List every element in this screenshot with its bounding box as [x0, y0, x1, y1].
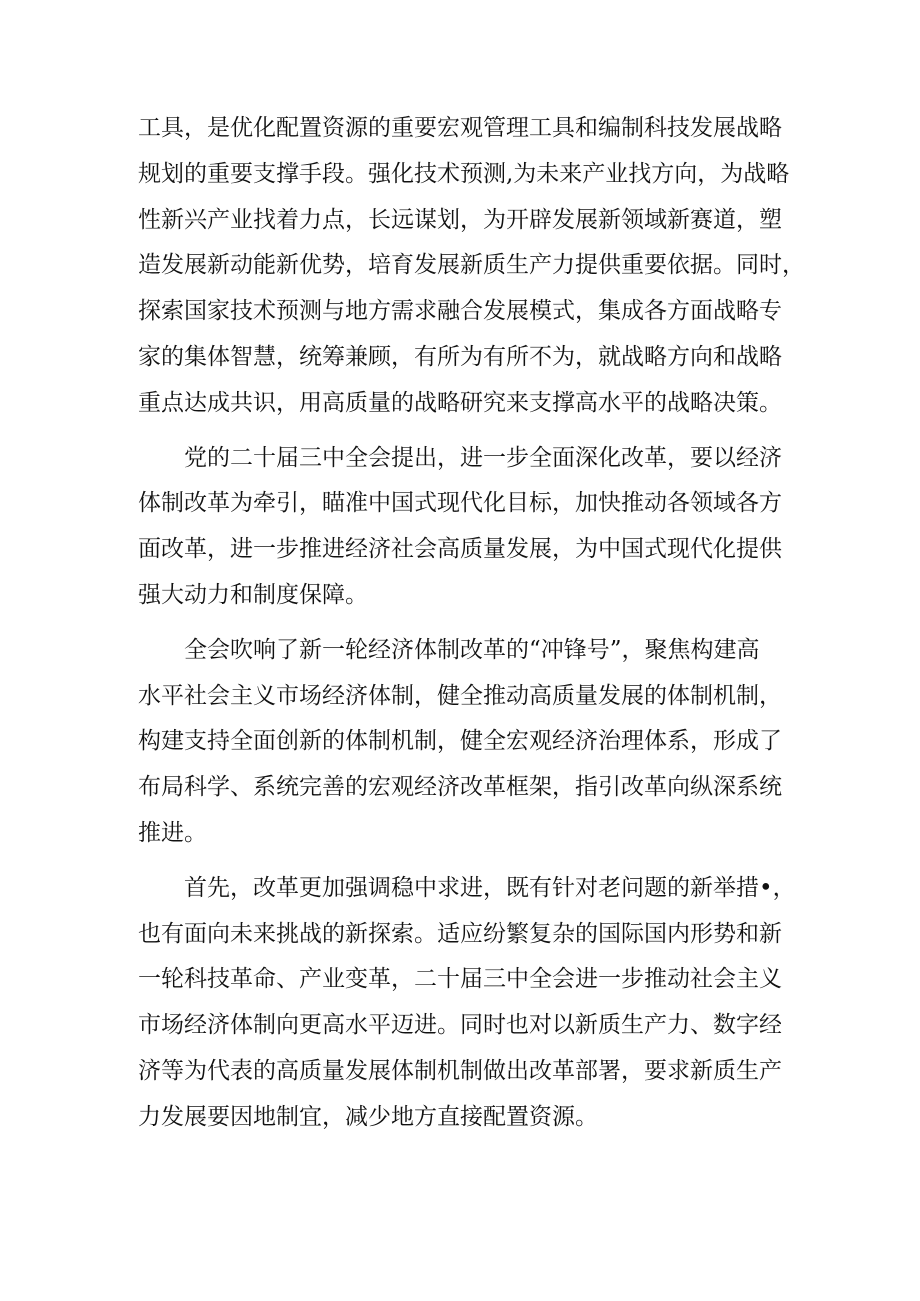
- paragraph-technology-forecast: [138, 106, 805, 427]
- text-line: 造发展新动能新优势，培育发展新质生产力提供重要依据。同时，: [138, 252, 805, 279]
- paragraph-third-plenum: [138, 436, 798, 619]
- paragraph-first-point: [138, 866, 798, 1141]
- text-line: 市场经济体制向更高水平迈进。同时也对以新质生产力、数字经: [138, 1012, 782, 1039]
- text-line: 重点达成共识，用高质量的战略研究来支撑高水平的战略决策。: [138, 389, 782, 416]
- text-line: 规划的重要支撑手段。强化技术预测,为未来产业找方向，为战略: [138, 160, 790, 187]
- text-line: 党的二十届三中全会提出，进一步全面深化改革，要以经济: [184, 444, 782, 471]
- text-line: 推进。: [138, 819, 207, 846]
- text-line: 面改革，进一步推进经济社会高质量发展，为中国式现代化提供: [138, 536, 782, 563]
- text-line: 也有面向未来挑战的新探索。适应纷繁复杂的国际国内形势和新: [138, 920, 782, 947]
- text-line: 工具，是优化配置资源的重要宏观管理工具和编制科技发展战略: [138, 115, 782, 141]
- text-line: 全会吹响了新一轮经济体制改革的“冲锋号”，聚焦构建高: [184, 636, 760, 663]
- text-line: 体制改革为牵引，瞄准中国式现代化目标，加快推动各领域各方: [138, 490, 782, 517]
- text-line: 力发展要因地制宜，减少地方直接配置资源。: [138, 1103, 598, 1130]
- text-line: 济等为代表的高质量发展体制机制做出改革部署，要求新质生产: [138, 1057, 782, 1084]
- text-line: 探索国家技术预测与地方需求融合发展模式，集成各方面战略专: [138, 298, 782, 325]
- paragraph-reform-bugle: [138, 628, 798, 857]
- text-line: 构建支持全面创新的体制机制，健全宏观经济治理体系，形成了: [138, 728, 782, 755]
- text-line: 一轮科技革命、产业变革，二十届三中全会进一步推动社会主义: [138, 966, 782, 993]
- text-line: 性新兴产业找着力点，长远谋划，为开辟发展新领域新赛道，塑: [138, 206, 782, 233]
- text-line: 布局科学、系统完善的宏观经济改革框架，指引改革向纵深系统: [138, 774, 782, 801]
- text-line: 强大动力和制度保障。: [138, 581, 368, 608]
- text-line: 水平社会主义市场经济体制，健全推动高质量发展的体制机制，: [138, 682, 782, 709]
- text-line: 家的集体智慧，统筹兼顾，有所为有所不为，就战略方向和战略: [138, 343, 782, 370]
- text-line: 首先，改革更加强调稳中求进，既有针对老问题的新举措•，: [184, 874, 796, 901]
- document-page: [138, 106, 805, 1150]
